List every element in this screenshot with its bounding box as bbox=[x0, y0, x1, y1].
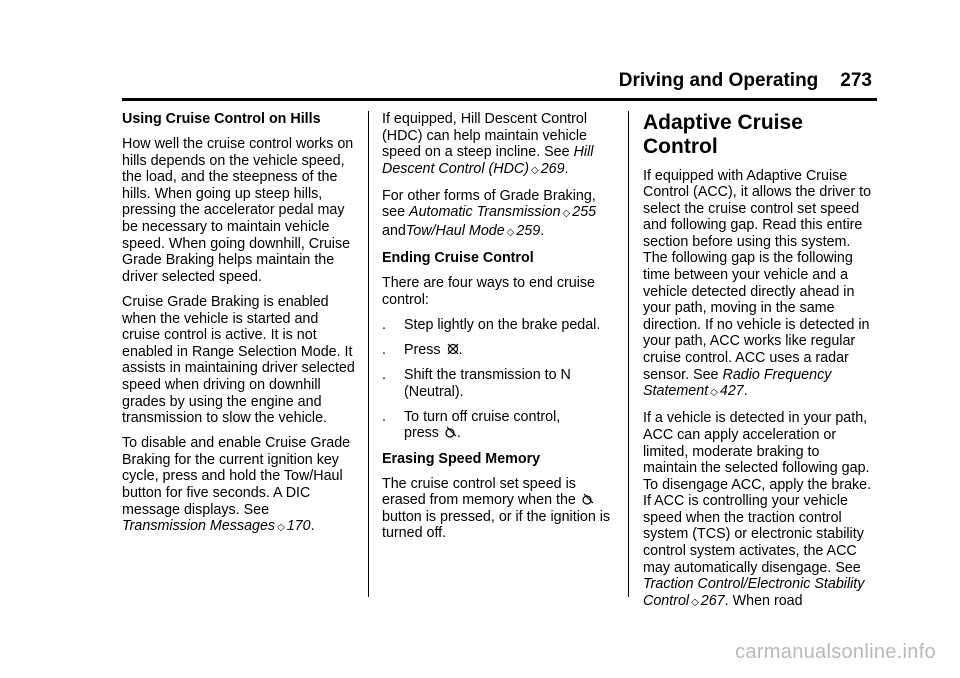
cruise-power-icon bbox=[582, 493, 594, 505]
tow-haul-mode-link[interactable]: Tow/Haul Mode bbox=[405, 223, 505, 240]
reference-arrow-icon: ◇ bbox=[691, 596, 699, 608]
column-divider bbox=[368, 111, 369, 597]
page-header bbox=[619, 70, 872, 92]
erasing-paragraph: The cruise control set speed is erased from memory when the button is pressed, or if the ignition is turned off. bbox=[382, 475, 611, 542]
automatic-transmission-link[interactable]: Automatic Transmission bbox=[409, 204, 561, 221]
column-divider bbox=[628, 111, 629, 597]
ending-heading: Ending Cruise Control bbox=[382, 250, 534, 267]
column-2 bbox=[382, 111, 616, 550]
grade-forms-paragraph: For other forms of Grade Braking, see Automatic Transmission ◇ 255 andTow/Haul Mode ◇ 259. bbox=[382, 187, 597, 240]
disable-paragraph: To disable and enable Cruise Grade Braking for the current ignition key cycle, press and hold the Tow/Haul button for five seconds. A DIC message displays. See Transmission Messages ◇ 170. bbox=[122, 435, 351, 535]
list-item: . Step lightly on the brake pedal. bbox=[382, 316, 601, 333]
reference-arrow-icon: ◇ bbox=[710, 387, 718, 399]
cruise-power-icon bbox=[445, 426, 457, 438]
section-title: Driving and Operating bbox=[618, 70, 819, 91]
hdc-paragraph: If equipped, Hill Descent Control (HDC) can help maintain vehicle speed on a steep incline. See Hill Descent Control (HDC) ◇ 269. bbox=[382, 111, 594, 177]
acc-intro-paragraph: If equipped with Adaptive Cruise Control (ACC), it allows the driver to select the cruise control set speed and following gap. Read this entire section before using this system. The following gap is the following time between your vehicle and a vehicle detected directly ahead in your path, moving in the same direction. If no vehicle is detected in your path, ACC works like regular cruise control. ACC uses a radar sensor. See Radio Frequency Statement ◇ 427. bbox=[643, 167, 872, 400]
list-item: . Shift the transmission to N (Neutral). bbox=[382, 367, 571, 400]
column-1 bbox=[122, 111, 356, 545]
erasing-heading: Erasing Speed Memory bbox=[382, 450, 541, 467]
hills-heading: Using Cruise Control on Hills bbox=[122, 111, 321, 127]
page-ref: 255 bbox=[572, 204, 597, 221]
section-heading: Adaptive Cruise Control bbox=[643, 111, 803, 158]
reference-arrow-icon: ◇ bbox=[562, 208, 571, 220]
column-3 bbox=[643, 111, 877, 620]
traction-control-link[interactable]: Traction Control/Electronic Stability Control bbox=[643, 576, 865, 609]
page-ref: 267 bbox=[700, 592, 725, 609]
page-ref: 170 bbox=[286, 518, 311, 535]
grade-braking-paragraph: Cruise Grade Braking is enabled when the vehicle is started and cruise control is active. It is not enabled in Range Selection Mode. It assists in maintaining driver selected speed when driving on downhill grades by using the engine and transmission to slow the vehicle. bbox=[122, 293, 355, 427]
reference-arrow-icon: ◇ bbox=[506, 227, 515, 239]
hill-descent-control-link[interactable]: Hill Descent Control (HDC) bbox=[382, 144, 594, 177]
ending-intro: There are four ways to end cruise control: bbox=[382, 275, 595, 308]
transmission-messages-link[interactable]: Transmission Messages bbox=[122, 518, 276, 535]
list-item: . To turn off cruise control, press . bbox=[382, 408, 561, 442]
page-ref: 269 bbox=[540, 160, 565, 177]
hills-paragraph: How well the cruise control works on hills depends on the vehicle speed, the load, and the steepness of the hills. When going up steep hills, pressing the accelerator pedal may be necessary to maintain vehicle speed. When going downhill, Cruise Grade Braking helps maintain the driver selected speed. bbox=[122, 136, 354, 285]
radio-frequency-statement-link[interactable]: Radio Frequency Statement bbox=[643, 366, 832, 400]
acc-braking-paragraph: If a vehicle is detected in your path, ACC can apply acceleration or limited, moderate braking to maintain the selected following gap. To disengage ACC, apply the brake. If ACC is controlling your vehicle speed when the traction control system (TCS) or electronic stability control system activates, the ACC may automatically disengage. See Traction Control/Electronic Stability Control ◇ 267. When road bbox=[643, 410, 872, 609]
watermark: carmanualsonline.info bbox=[735, 641, 936, 663]
page-number: 273 bbox=[840, 70, 872, 91]
cruise-cancel-icon bbox=[447, 343, 459, 355]
page-ref: 427 bbox=[719, 383, 744, 400]
reference-arrow-icon: ◇ bbox=[277, 522, 285, 534]
header-rule bbox=[122, 98, 877, 101]
page-ref: 259 bbox=[516, 223, 541, 240]
list-item: . Press . bbox=[382, 342, 463, 359]
reference-arrow-icon: ◇ bbox=[530, 164, 539, 176]
